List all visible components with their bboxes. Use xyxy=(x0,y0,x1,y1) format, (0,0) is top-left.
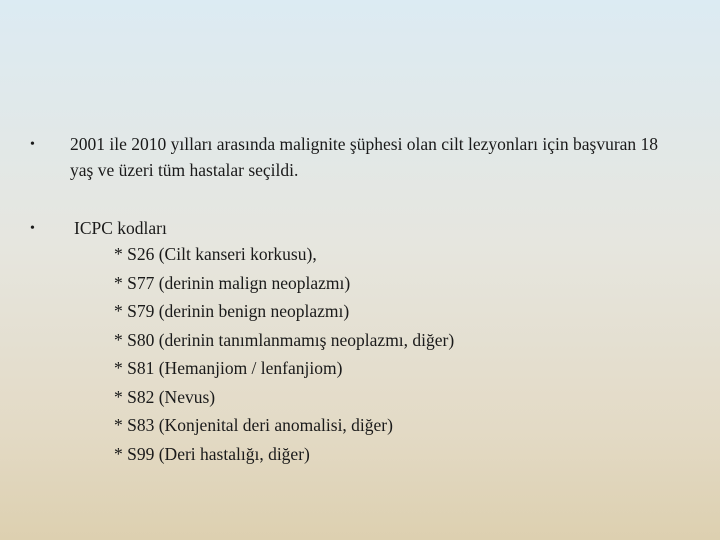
bullet-text-patient-selection: 2001 ile 2010 yılları arasında malignite şüphesi olan cilt lezyonları için başvuran 18 yaş ve üzeri tüm hastalar seçildi. xyxy=(70,134,659,180)
icpc-code-item: * S82 (Nevus) xyxy=(114,386,216,407)
bullet-marker-icon: • xyxy=(30,137,35,152)
icpc-code-item: * S83 (Konjenital deri anomalisi, diğer) xyxy=(114,415,393,435)
icpc-code-item: * S80 (derinin tanımlanmamış neoplazmı, diğer) xyxy=(114,329,455,350)
icpc-code-item: * S81 (Hemanjiom / lenfanjiom) xyxy=(114,358,343,378)
bullet-item-patient-selection xyxy=(30,131,670,183)
icpc-code-item: * S99 (Deri hastalığı, diğer) xyxy=(114,443,310,464)
icpc-code-item: * S79 (derinin benign neoplazmı) xyxy=(114,301,350,321)
icpc-code-item: * S26 (Cilt kanseri korkusu), xyxy=(114,244,317,264)
bullet-text-icpc-codes: ICPC kodları xyxy=(74,218,167,238)
icpc-code-list xyxy=(114,240,454,468)
icpc-code-item: * S77 (derinin malign neoplazmı) xyxy=(114,272,351,293)
bullet-marker-icon: • xyxy=(30,221,35,236)
bullet-item-icpc-codes xyxy=(30,215,167,242)
